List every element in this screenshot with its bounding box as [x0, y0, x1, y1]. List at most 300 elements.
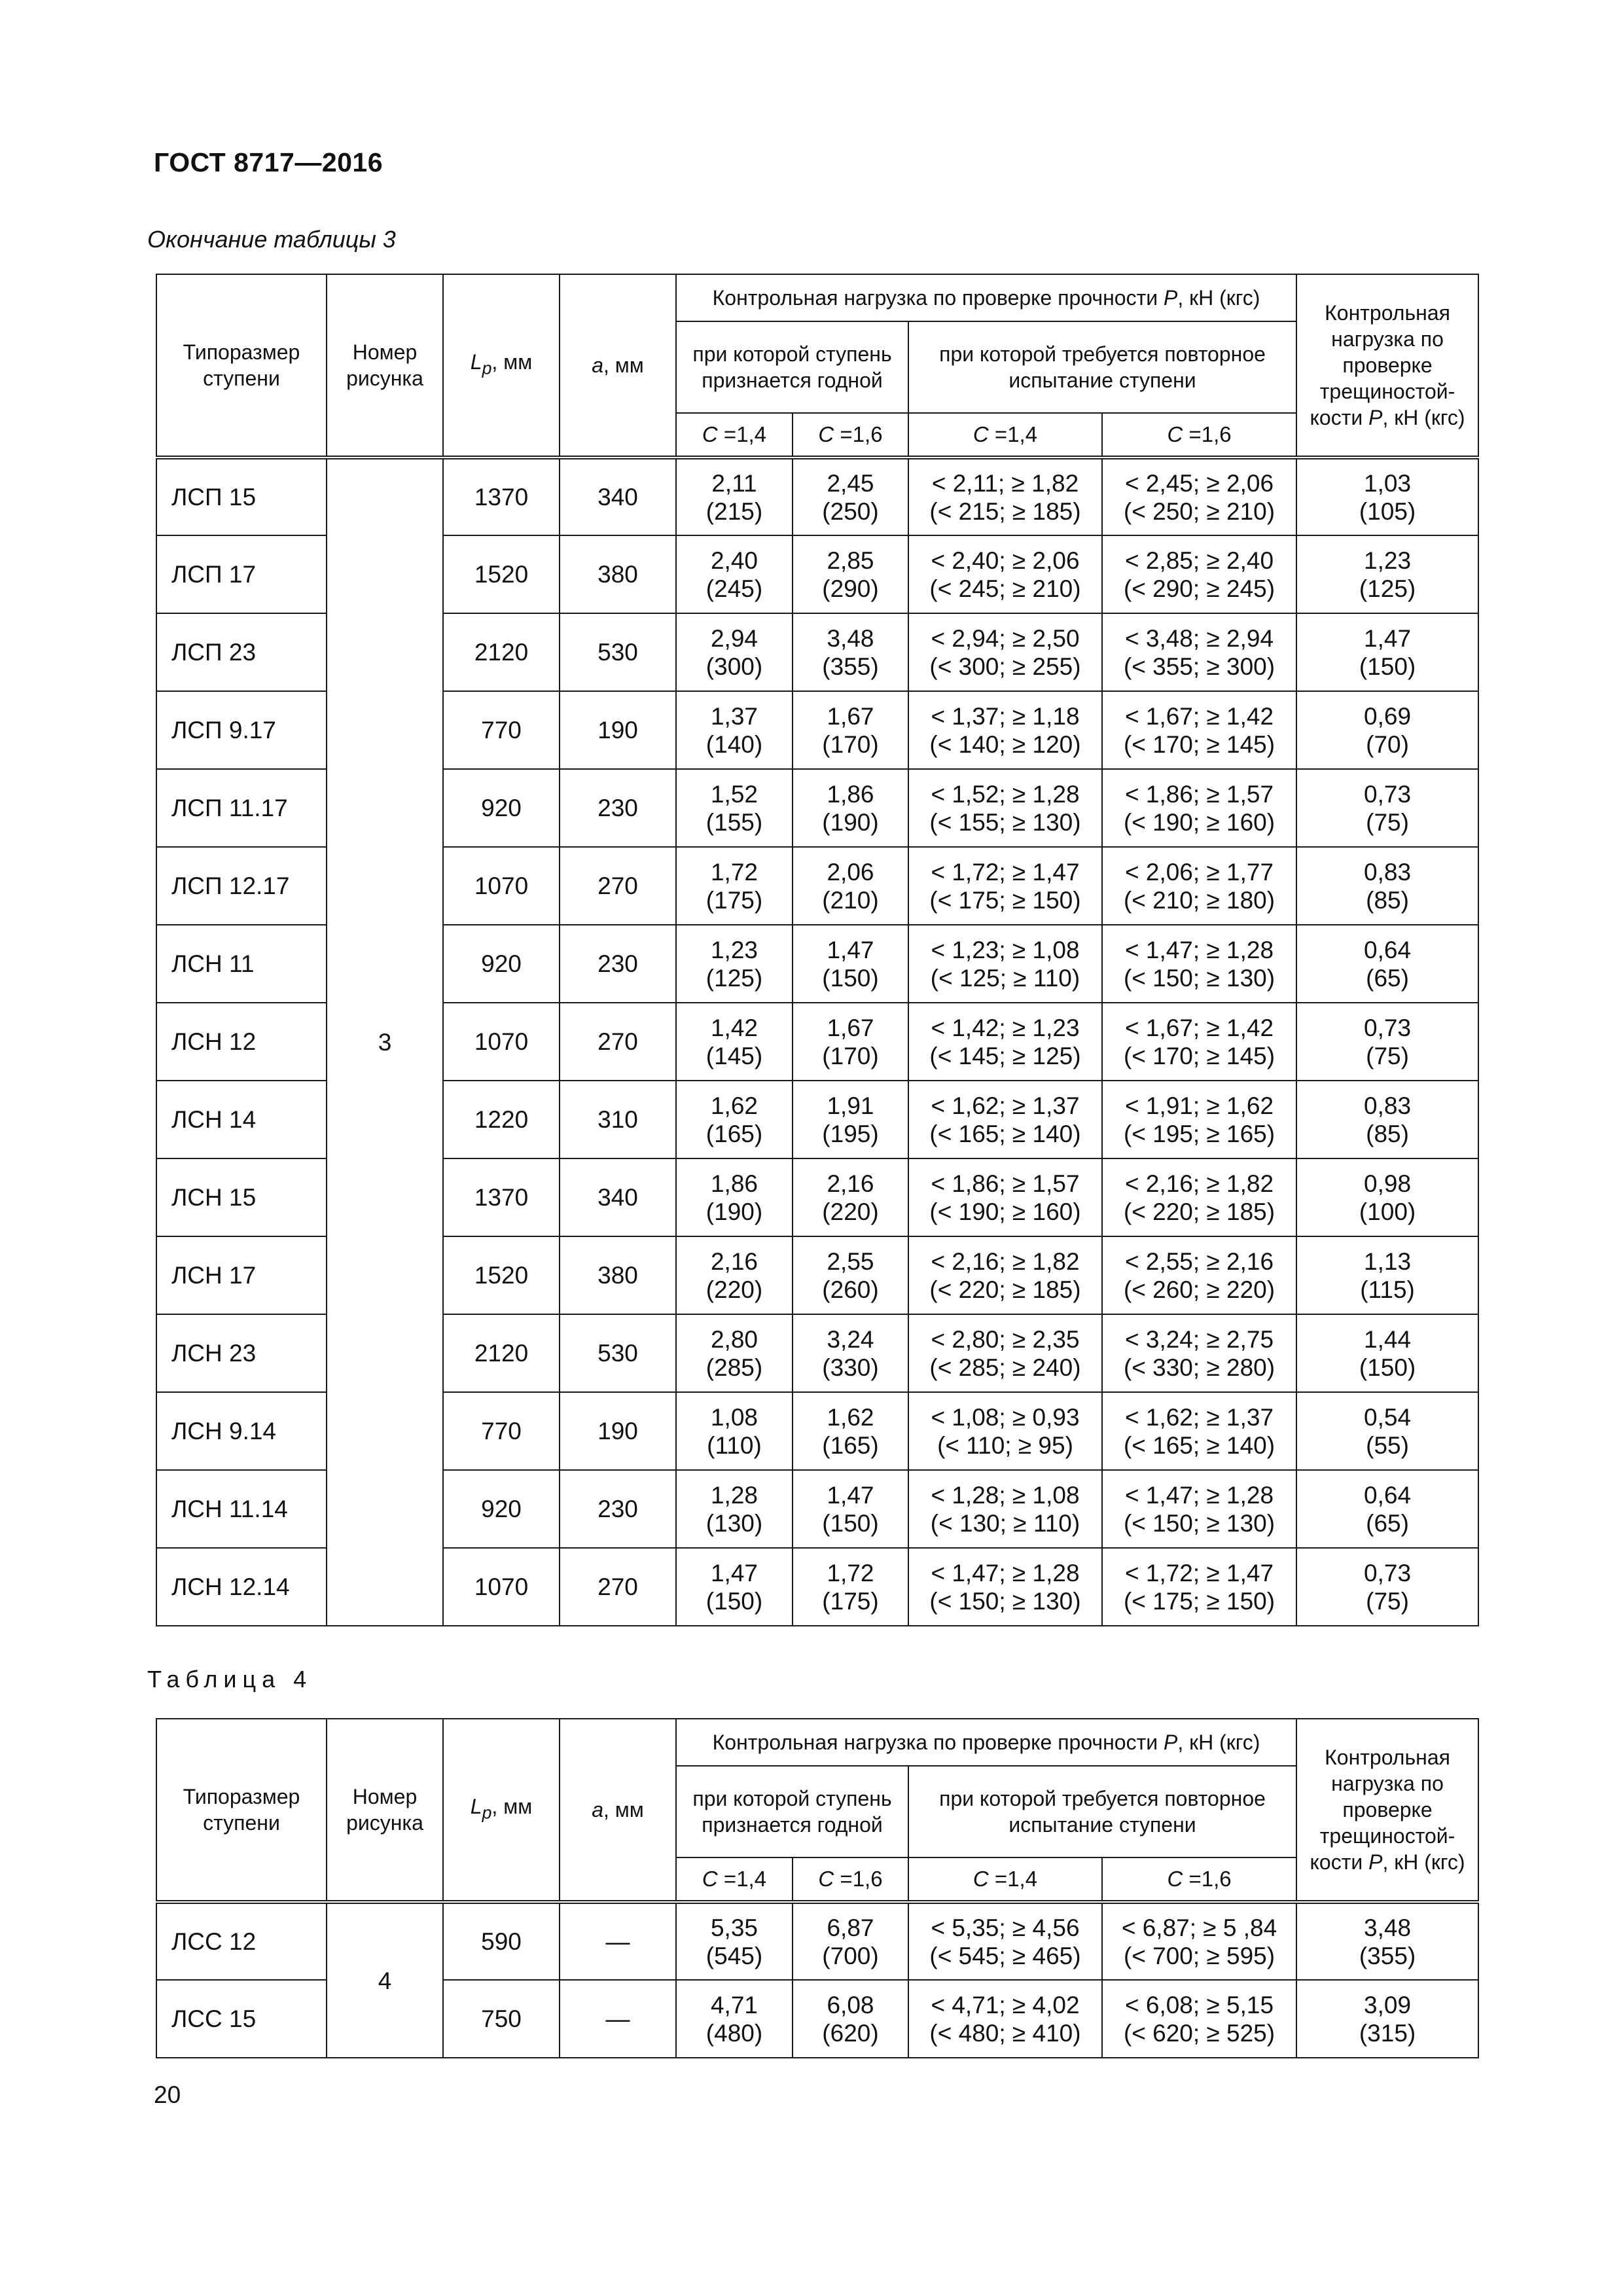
accepted-c14-line: (285): [705, 1354, 763, 1381]
accepted-c14-line: (130): [705, 1509, 763, 1537]
retest-c16-line: < 6,08; ≥ 5,15: [1124, 1991, 1274, 2018]
table-3: [156, 274, 1479, 1626]
table3-header-row: [156, 274, 1478, 321]
header-retest: [908, 1766, 1296, 1857]
lp-value: 920: [481, 1496, 522, 1522]
cell-lp: [443, 769, 560, 847]
size-name: ЛСН 12.14: [171, 1573, 290, 1600]
header-crack: [1296, 1719, 1478, 1902]
cell-accepted-c14: [676, 925, 793, 1003]
header-c14-accepted-symbol: C: [702, 422, 718, 446]
header-c14-accepted: [676, 413, 793, 457]
header-lp-sub-letter: p: [482, 1803, 492, 1823]
cell-accepted-c16: [793, 1470, 908, 1548]
retest-c14-line: < 2,80; ≥ 2,35: [931, 1325, 1080, 1353]
crack-value-line: 0,83: [1364, 858, 1412, 886]
cell-retest-c16: [1102, 613, 1296, 691]
accepted-c16-line: 1,86: [827, 780, 874, 808]
figure-number: 3: [378, 1029, 392, 1056]
cell-retest-c14: [908, 691, 1102, 769]
a-value: —: [605, 1928, 630, 1955]
accepted-c14-line: 1,86: [710, 1170, 758, 1197]
header-accepted-label: при которой ступень признается годной: [692, 1787, 892, 1837]
cell-accepted-c14: [676, 457, 793, 535]
crack-value-line: 1,23: [1364, 547, 1412, 574]
cell-retest-c16: [1102, 925, 1296, 1003]
cell-accepted-c14: [676, 535, 793, 613]
cell-a: [560, 1902, 676, 1980]
header-crack-unit: , кН (кгс): [1382, 406, 1465, 429]
header-c16-retest-symbol: C: [1167, 422, 1183, 446]
accepted-c16-line: 6,08: [827, 1991, 874, 2018]
cell-retest-c16: [1102, 691, 1296, 769]
cell-accepted-c16: [793, 1236, 908, 1314]
header-c14-retest: [908, 1857, 1102, 1902]
cell-accepted-c16: [793, 847, 908, 925]
cell-lp: [443, 457, 560, 535]
cell-size-name: [156, 1081, 327, 1158]
accepted-c14-line: 5,35: [710, 1914, 758, 1941]
cell-size-name: [156, 1392, 327, 1470]
cell-retest-c14: [908, 457, 1102, 535]
retest-c14-line: (< 125; ≥ 110): [930, 964, 1080, 992]
retest-c16-line: (< 175; ≥ 150): [1123, 1587, 1275, 1615]
accepted-c14-line: (155): [705, 808, 763, 836]
cell-accepted-c16: [793, 1392, 908, 1470]
cell-size-name: [156, 925, 327, 1003]
accepted-c14-line: (165): [705, 1120, 763, 1147]
lp-value: 750: [481, 2005, 522, 2032]
cell-accepted-c16: [793, 1980, 908, 2058]
crack-value-line: 0,73: [1364, 1559, 1412, 1587]
cell-retest-c16: [1102, 1081, 1296, 1158]
header-strength-text: Контрольная нагрузка по проверке прочности: [712, 1731, 1164, 1754]
header-c16-accepted-symbol: C: [818, 1867, 834, 1891]
header-a-unit: , мм: [603, 353, 644, 377]
header-accepted-label: при которой ступень признается годной: [692, 342, 892, 392]
retest-c14-line: (< 130; ≥ 110): [930, 1509, 1080, 1537]
cell-crack: [1296, 1236, 1478, 1314]
size-name: ЛСС 15: [171, 2005, 257, 2032]
a-value: 270: [597, 872, 638, 899]
cell-a: [560, 1548, 676, 1626]
table4-header: [156, 1719, 1478, 1902]
retest-c16-line: < 2,55; ≥ 2,16: [1124, 1247, 1274, 1275]
retest-c14-line: < 1,47; ≥ 1,28: [931, 1559, 1080, 1587]
cell-retest-c16: [1102, 769, 1296, 847]
crack-value-line: 0,73: [1364, 780, 1412, 808]
retest-c16-line: (< 355; ≥ 300): [1123, 653, 1275, 680]
size-name: ЛСН 15: [171, 1184, 257, 1211]
header-crack-text: Контрольная нагрузка по проверке трещиностой-кости: [1310, 1746, 1455, 1874]
cell-accepted-c16: [793, 1003, 908, 1081]
cell-a: [560, 613, 676, 691]
header-c14-accepted-value: =1,4: [717, 422, 767, 446]
cell-crack: [1296, 1548, 1478, 1626]
size-name: ЛСН 9.14: [171, 1418, 277, 1444]
cell-a: [560, 925, 676, 1003]
cell-accepted-c14: [676, 1081, 793, 1158]
table4-header-row: [156, 1719, 1478, 1766]
size-name: ЛСП 12.17: [171, 872, 290, 899]
accepted-c14-line: 1,72: [710, 858, 758, 886]
accepted-c16-line: (330): [822, 1354, 879, 1381]
cell-retest-c14: [908, 535, 1102, 613]
cell-a: [560, 457, 676, 535]
crack-value-line: 0,98: [1364, 1170, 1412, 1197]
retest-c16-line: (< 150; ≥ 130): [1123, 964, 1275, 992]
crack-value-line: 3,48: [1364, 1914, 1412, 1941]
retest-c14-line: < 2,40; ≥ 2,06: [931, 547, 1080, 574]
retest-c14-line: (< 480; ≥ 410): [929, 2019, 1081, 2047]
retest-c16-line: < 1,86; ≥ 1,57: [1124, 780, 1274, 808]
header-c16-accepted-symbol: C: [818, 422, 834, 446]
cell-accepted-c16: [793, 613, 908, 691]
retest-c14-line: < 4,71; ≥ 4,02: [931, 1991, 1080, 2018]
retest-c14-line: < 1,72; ≥ 1,47: [931, 858, 1080, 886]
retest-c14-line: < 1,62; ≥ 1,37: [931, 1092, 1080, 1119]
retest-c14-line: < 2,11; ≥ 1,82: [931, 469, 1079, 497]
crack-value-line: (105): [1359, 497, 1416, 525]
accepted-c16-line: 3,48: [827, 624, 874, 652]
cell-size-name: [156, 769, 327, 847]
cell-size-name: [156, 1236, 327, 1314]
header-figure-label: Номер рисунка: [346, 340, 423, 390]
header-figure-label: Номер рисунка: [346, 1785, 423, 1835]
cell-accepted-c14: [676, 1158, 793, 1236]
crack-value-line: (150): [1359, 1354, 1416, 1381]
header-c14-retest: [908, 413, 1102, 457]
cell-accepted-c14: [676, 691, 793, 769]
retest-c14-line: (< 220; ≥ 185): [929, 1276, 1081, 1303]
cell-retest-c16: [1102, 1003, 1296, 1081]
cell-retest-c14: [908, 1003, 1102, 1081]
cell-lp: [443, 1003, 560, 1081]
header-c14-retest-symbol: C: [972, 422, 989, 446]
cell-accepted-c14: [676, 847, 793, 925]
header-lp-subscript: [482, 1803, 492, 1823]
accepted-c14-line: 1,28: [710, 1481, 758, 1509]
cell-retest-c14: [908, 1980, 1102, 2058]
cell-retest-c16: [1102, 1902, 1296, 1980]
retest-c16-line: < 1,67; ≥ 1,42: [1124, 702, 1274, 730]
cell-a: [560, 1236, 676, 1314]
retest-c16-line: < 1,62; ≥ 1,37: [1124, 1403, 1274, 1431]
accepted-c14-line: 2,94: [710, 624, 758, 652]
cell-figure-number: [327, 457, 443, 1626]
crack-value-line: 0,54: [1364, 1403, 1412, 1431]
cell-retest-c14: [908, 1314, 1102, 1392]
size-name: ЛСП 11.17: [171, 795, 288, 821]
cell-a: [560, 1081, 676, 1158]
cell-size-name: [156, 1470, 327, 1548]
retest-c16-line: (< 330; ≥ 280): [1123, 1354, 1275, 1381]
cell-retest-c14: [908, 1548, 1102, 1626]
cell-size-name: [156, 1548, 327, 1626]
cell-retest-c14: [908, 1902, 1102, 1980]
cell-crack: [1296, 847, 1478, 925]
cell-accepted-c16: [793, 1081, 908, 1158]
crack-value-line: 1,44: [1364, 1325, 1412, 1353]
a-value: 270: [597, 1573, 638, 1600]
table3-body: [156, 457, 1478, 1626]
accepted-c16-line: (170): [822, 1042, 879, 1069]
header-c16-retest-value: =1,6: [1183, 422, 1232, 446]
header-retest: [908, 321, 1296, 413]
cell-size-name: [156, 1003, 327, 1081]
cell-lp: [443, 1158, 560, 1236]
crack-value-line: (355): [1359, 1942, 1416, 1969]
a-value: 230: [597, 950, 638, 977]
cell-crack: [1296, 925, 1478, 1003]
size-name: ЛСН 17: [171, 1262, 257, 1289]
retest-c14-line: < 1,08; ≥ 0,93: [931, 1403, 1080, 1431]
cell-crack: [1296, 1980, 1478, 2058]
accepted-c14-line: (145): [705, 1042, 763, 1069]
retest-c14-line: (< 245; ≥ 210): [929, 575, 1081, 602]
cell-a: [560, 1392, 676, 1470]
header-figure: [327, 274, 443, 457]
lp-value: 770: [481, 717, 522, 744]
cell-a: [560, 1158, 676, 1236]
accepted-c16-line: 1,91: [827, 1092, 874, 1119]
accepted-c14-line: (300): [705, 653, 763, 680]
cell-retest-c16: [1102, 1314, 1296, 1392]
cell-accepted-c14: [676, 1314, 793, 1392]
retest-c16-line: < 2,85; ≥ 2,40: [1124, 547, 1274, 574]
cell-crack: [1296, 1902, 1478, 1980]
lp-value: 1370: [474, 484, 529, 511]
cell-retest-c14: [908, 925, 1102, 1003]
header-lp-unit: , мм: [491, 1795, 533, 1819]
header-lp-symbol: L: [470, 350, 482, 374]
lp-value: 920: [481, 795, 522, 821]
accepted-c16-line: (175): [822, 1587, 879, 1615]
a-value: 310: [597, 1106, 638, 1133]
accepted-c14-line: 4,71: [710, 1991, 758, 2018]
retest-c14-line: (< 215; ≥ 185): [929, 497, 1081, 525]
cell-size-name: [156, 613, 327, 691]
cell-retest-c14: [908, 1470, 1102, 1548]
accepted-c16-line: (170): [822, 730, 879, 758]
size-name: ЛСП 9.17: [171, 717, 276, 744]
header-crack-symbol: P: [1368, 406, 1383, 429]
accepted-c14-line: (125): [705, 964, 763, 992]
retest-c16-line: (< 190; ≥ 160): [1123, 808, 1275, 836]
header-size: [156, 1719, 327, 1902]
size-name: ЛСН 14: [171, 1106, 257, 1133]
header-strength-group: [676, 274, 1296, 321]
cell-crack: [1296, 1158, 1478, 1236]
crack-value-line: (315): [1359, 2019, 1416, 2047]
lp-value: 1520: [474, 561, 529, 588]
a-value: 340: [597, 1184, 638, 1211]
cell-crack: [1296, 613, 1478, 691]
cell-figure-number: [327, 1902, 443, 2058]
accepted-c16-line: 1,72: [827, 1559, 874, 1587]
accepted-c16-line: (150): [822, 1509, 879, 1537]
cell-accepted-c16: [793, 925, 908, 1003]
accepted-c14-line: (245): [705, 575, 763, 602]
cell-retest-c14: [908, 1392, 1102, 1470]
header-accepted: [676, 1766, 908, 1857]
accepted-c16-line: 2,45: [827, 469, 874, 497]
accepted-c16-line: (190): [822, 808, 879, 836]
cell-accepted-c16: [793, 691, 908, 769]
a-value: 340: [597, 484, 638, 511]
accepted-c14-line: 1,37: [710, 702, 758, 730]
cell-retest-c16: [1102, 535, 1296, 613]
retest-c16-line: (< 290; ≥ 245): [1123, 575, 1275, 602]
table3-header: [156, 274, 1478, 457]
header-a-symbol: a: [592, 353, 603, 377]
cell-accepted-c16: [793, 457, 908, 535]
crack-value-line: (75): [1366, 1042, 1409, 1069]
size-name: ЛСП 23: [171, 639, 257, 666]
size-name: ЛСП 17: [171, 561, 257, 588]
header-lp-sub-letter: p: [482, 358, 492, 378]
header-lp: [443, 1719, 560, 1902]
crack-value-line: (75): [1366, 1587, 1409, 1615]
cell-size-name: [156, 1158, 327, 1236]
header-strength-group: [676, 1719, 1296, 1766]
table3-caption: Окончание таблицы 3: [147, 226, 396, 253]
cell-accepted-c16: [793, 1902, 908, 1980]
header-c16-accepted-value: =1,6: [834, 1867, 883, 1891]
cell-accepted-c14: [676, 1470, 793, 1548]
cell-a: [560, 691, 676, 769]
cell-crack: [1296, 691, 1478, 769]
accepted-c16-line: (290): [822, 575, 879, 602]
crack-value-line: 1,47: [1364, 624, 1412, 652]
crack-value-line: (75): [1366, 808, 1409, 836]
cell-accepted-c14: [676, 1548, 793, 1626]
retest-c16-line: (< 250; ≥ 210): [1123, 497, 1275, 525]
cell-size-name: [156, 535, 327, 613]
cell-a: [560, 1980, 676, 2058]
retest-c14-line: (< 175; ≥ 150): [929, 886, 1081, 914]
accepted-c16-line: 2,06: [827, 858, 874, 886]
cell-lp: [443, 1470, 560, 1548]
cell-lp: [443, 1902, 560, 1980]
retest-c16-line: < 1,72; ≥ 1,47: [1124, 1559, 1274, 1587]
header-size-label: Типоразмер ступени: [183, 1785, 300, 1835]
table-row: [156, 457, 1478, 535]
retest-c14-line: < 1,86; ≥ 1,57: [931, 1170, 1080, 1197]
crack-value-line: (85): [1366, 1120, 1409, 1147]
retest-c16-line: < 3,24; ≥ 2,75: [1124, 1325, 1274, 1353]
retest-c16-line: < 2,06; ≥ 1,77: [1124, 858, 1274, 886]
accepted-c14-line: 1,23: [710, 936, 758, 963]
retest-c16-line: (< 170; ≥ 145): [1123, 730, 1275, 758]
cell-crack: [1296, 457, 1478, 535]
lp-value: 1070: [474, 1573, 529, 1600]
cell-accepted-c14: [676, 769, 793, 847]
page-number: 20: [154, 2081, 181, 2108]
cell-retest-c14: [908, 613, 1102, 691]
accepted-c16-line: 2,85: [827, 547, 874, 574]
cell-crack: [1296, 1081, 1478, 1158]
retest-c16-line: (< 165; ≥ 140): [1123, 1431, 1275, 1459]
accepted-c16-line: (220): [822, 1198, 879, 1225]
cell-retest-c14: [908, 1158, 1102, 1236]
header-strength-unit: , кН (кгс): [1177, 286, 1260, 310]
accepted-c14-line: (175): [705, 886, 763, 914]
table-row: [156, 1902, 1478, 1980]
cell-crack: [1296, 1314, 1478, 1392]
header-strength-text: Контрольная нагрузка по проверке прочности: [712, 286, 1164, 310]
cell-accepted-c16: [793, 1548, 908, 1626]
header-retest-label: при которой требуется повторное испытание ступени: [939, 342, 1266, 392]
cell-a: [560, 847, 676, 925]
size-name: ЛСП 15: [171, 484, 257, 511]
a-value: 380: [597, 561, 638, 588]
accepted-c14-line: (150): [705, 1587, 763, 1615]
cell-accepted-c14: [676, 1003, 793, 1081]
accepted-c16-line: (150): [822, 964, 879, 992]
accepted-c16-line: 1,67: [827, 702, 874, 730]
cell-lp: [443, 1081, 560, 1158]
cell-accepted-c14: [676, 1392, 793, 1470]
retest-c14-line: (< 545; ≥ 465): [929, 1942, 1081, 1969]
crack-value-line: 1,13: [1364, 1247, 1412, 1275]
cell-size-name: [156, 691, 327, 769]
retest-c16-line: (< 260; ≥ 220): [1123, 1276, 1275, 1303]
header-lp-unit: , мм: [491, 350, 533, 374]
retest-c14-line: < 1,23; ≥ 1,08: [931, 936, 1080, 963]
cell-lp: [443, 1236, 560, 1314]
cell-crack: [1296, 535, 1478, 613]
crack-value-line: 0,64: [1364, 1481, 1412, 1509]
retest-c16-line: < 1,47; ≥ 1,28: [1124, 1481, 1274, 1509]
cell-lp: [443, 691, 560, 769]
cell-a: [560, 1003, 676, 1081]
accepted-c14-line: 1,42: [710, 1014, 758, 1041]
a-value: —: [605, 2005, 630, 2032]
header-lp: [443, 274, 560, 457]
crack-value-line: 3,09: [1364, 1991, 1412, 2018]
header-c16-retest: [1102, 413, 1296, 457]
cell-a: [560, 535, 676, 613]
accepted-c14-line: 1,52: [710, 780, 758, 808]
cell-lp: [443, 1980, 560, 2058]
header-c14-retest-value: =1,4: [988, 422, 1038, 446]
header-c16-retest: [1102, 1857, 1296, 1902]
retest-c14-line: (< 155; ≥ 130): [929, 808, 1081, 836]
retest-c14-line: < 1,28; ≥ 1,08: [931, 1481, 1080, 1509]
header-c16-accepted-value: =1,6: [834, 422, 883, 446]
retest-c16-line: < 1,91; ≥ 1,62: [1124, 1092, 1274, 1119]
lp-value: 1370: [474, 1184, 529, 1211]
cell-retest-c16: [1102, 1392, 1296, 1470]
retest-c14-line: < 1,42; ≥ 1,23: [931, 1014, 1080, 1041]
cell-crack: [1296, 1392, 1478, 1470]
retest-c16-line: (< 220; ≥ 185): [1123, 1198, 1275, 1225]
cell-lp: [443, 1548, 560, 1626]
accepted-c16-line: (195): [822, 1120, 879, 1147]
lp-value: 2120: [474, 639, 529, 666]
accepted-c16-line: 1,67: [827, 1014, 874, 1041]
retest-c16-line: < 1,67; ≥ 1,42: [1124, 1014, 1274, 1041]
header-strength-symbol: P: [1163, 1731, 1178, 1754]
cell-accepted-c16: [793, 535, 908, 613]
crack-value-line: (65): [1366, 964, 1409, 992]
accepted-c14-line: (545): [705, 1942, 763, 1969]
lp-value: 1070: [474, 872, 529, 899]
cell-crack: [1296, 769, 1478, 847]
cell-retest-c14: [908, 847, 1102, 925]
cell-retest-c14: [908, 1236, 1102, 1314]
